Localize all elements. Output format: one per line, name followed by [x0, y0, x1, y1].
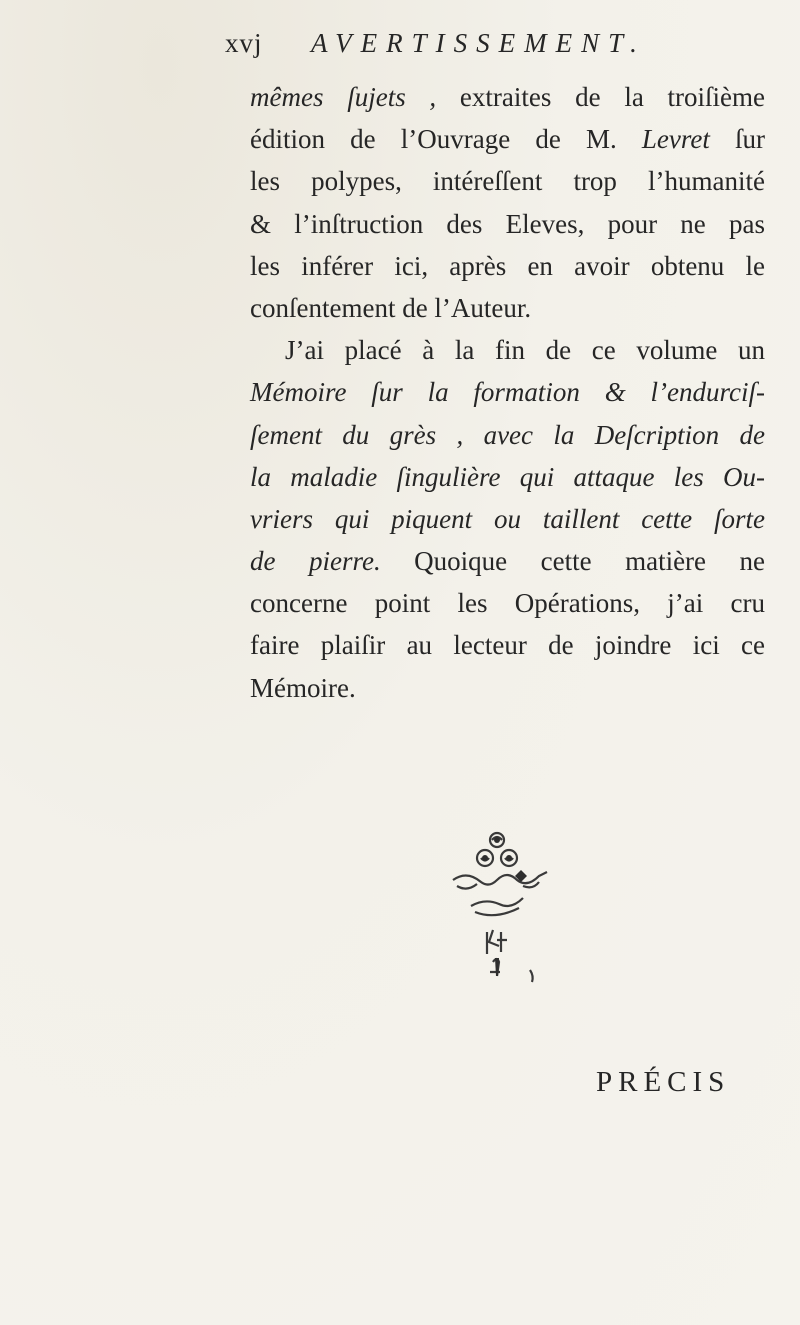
roman-run: édition de l’Ouvrage de M.	[250, 124, 642, 155]
roman-run: ſur	[709, 124, 765, 155]
roman-run: & l’inſtruction des Eleves, pour ne pas	[250, 208, 765, 239]
running-head: AVERTISSEMENT.	[311, 28, 646, 58]
text-line	[250, 582, 765, 624]
italic-run: de pierre.	[250, 546, 381, 577]
roman-run: Mémoire.	[250, 672, 356, 703]
text-line	[250, 371, 765, 413]
printers-ornament-icon	[435, 820, 565, 1020]
text-line	[250, 414, 765, 456]
roman-run: conſentement de l’Auteur.	[250, 292, 532, 323]
roman-run: les inférer ici, après en avoir obtenu le	[250, 250, 765, 281]
text-line	[250, 456, 765, 498]
roman-run: faire plaiſir au lecteur de joindre ici ce	[250, 630, 765, 661]
text-line	[250, 203, 765, 245]
roman-run: extraites de la troiſième	[436, 82, 766, 112]
text-line	[250, 76, 765, 118]
text-line	[250, 118, 765, 160]
italic-run: Mémoire ſur la formation & l’endurciſ-	[250, 377, 765, 408]
italic-run: mêmes ſujets ,	[250, 82, 437, 112]
text-line	[250, 160, 765, 202]
italic-run: vriers qui piquent ou taillent cette ſorte	[250, 503, 765, 534]
italic-run: Levret	[641, 124, 710, 155]
text-line	[250, 245, 765, 287]
roman-run: J’ai placé à la fin de ce volume un	[285, 335, 765, 366]
body-text	[250, 76, 765, 709]
text-line	[250, 667, 765, 709]
italic-run: la maladie ſingulière qui attaque les Ou-	[250, 461, 765, 492]
text-line	[250, 287, 765, 329]
page-header	[225, 20, 745, 70]
roman-run: concerne point les Opérations, j’ai cru	[250, 588, 765, 619]
page-number: xvj	[225, 28, 263, 58]
italic-run: ſement du grès , avec la Deſcription de	[250, 419, 765, 450]
roman-run: Quoique cette matière ne	[380, 546, 765, 577]
text-line	[250, 329, 765, 371]
text-line	[250, 498, 765, 540]
catchword: PRÉCIS	[596, 1066, 731, 1098]
text-line	[250, 624, 765, 666]
text-line	[250, 540, 765, 582]
roman-run: les polypes, intéreſſent trop l’humanité	[250, 166, 765, 197]
